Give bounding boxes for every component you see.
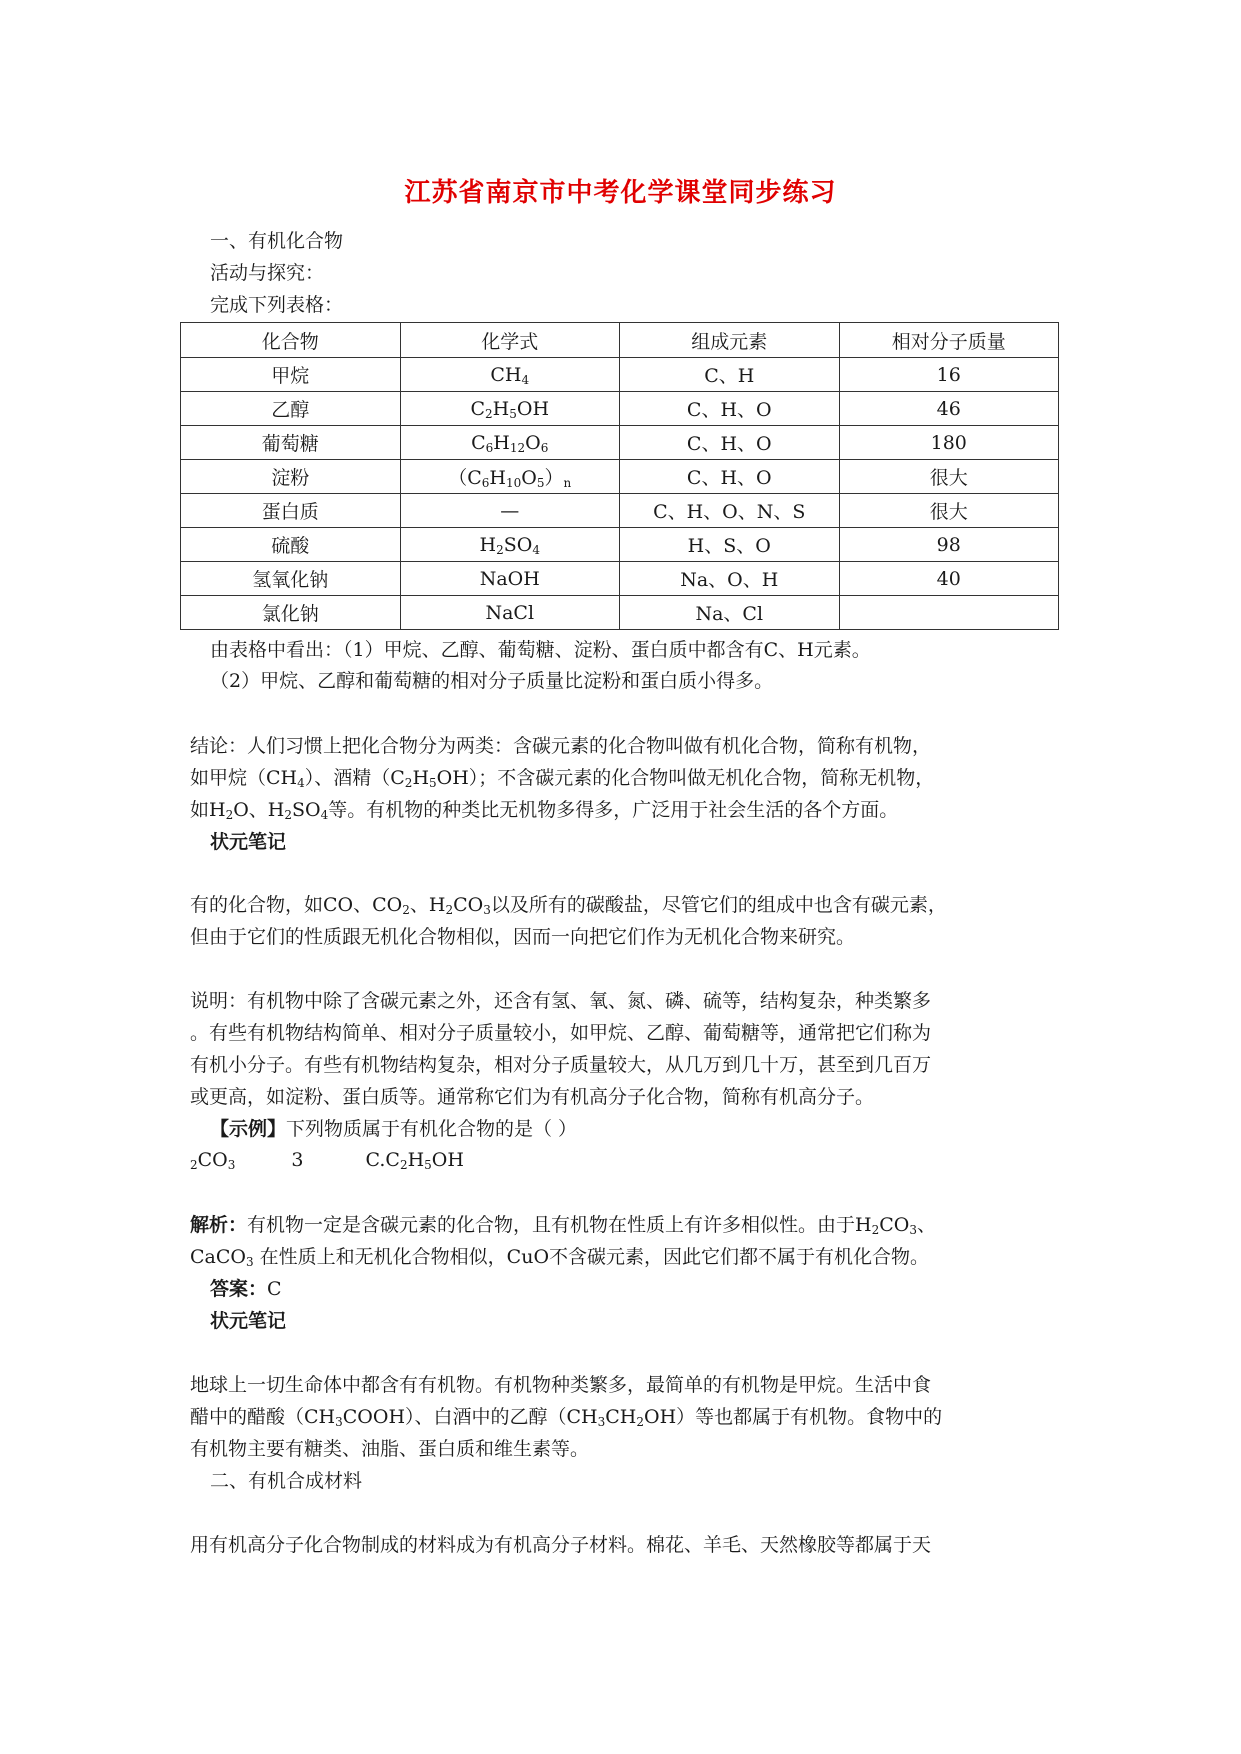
table-row bbox=[181, 392, 1059, 426]
answer-line bbox=[210, 1277, 282, 1301]
cell-mass: 98 bbox=[839, 528, 1059, 562]
cell-elements: C、H、O bbox=[620, 426, 840, 460]
table-header-row bbox=[181, 323, 1059, 358]
cell-elements: C、H、O bbox=[620, 392, 840, 426]
cell-compound: 蛋白质 bbox=[181, 494, 401, 528]
conclusion-line-3: 如$H_2O$、$H_2SO_4$等。有机物的种类比无机物多得多，广泛用于社会生活的各个方面。 bbox=[190, 799, 899, 822]
cell-mass: 16 bbox=[839, 358, 1059, 392]
section2-line-1: 用有机高分子化合物制成的材料成为有机高分子材料。棉花、羊毛、天然橡胶等都属于天 bbox=[190, 1534, 932, 1556]
cell-mass bbox=[839, 596, 1059, 630]
cell-formula: $H_2SO_4$ bbox=[400, 528, 620, 562]
option-b: 3 bbox=[291, 1149, 304, 1171]
header-compound: 化合物 bbox=[181, 323, 401, 358]
analysis-line-1 bbox=[190, 1213, 936, 1237]
header-elements: 组成元素 bbox=[620, 323, 840, 358]
option-c: $C.C_2H_5OH$ bbox=[365, 1149, 464, 1172]
table-row bbox=[181, 494, 1059, 528]
observation-line-2: （2）甲烷、乙醇和葡萄糖的相对分子质量比淀粉和蛋白质小得多。 bbox=[210, 670, 774, 692]
cell-mass: 很大 bbox=[839, 494, 1059, 528]
example-options bbox=[190, 1148, 464, 1172]
cell-compound: 乙醇 bbox=[181, 392, 401, 426]
table-row bbox=[181, 460, 1059, 494]
explanation-line-2: 。有些有机物结构简单、相对分子质量较小，如甲烷、乙醇、葡萄糖等，通常把它们称为 bbox=[190, 1022, 932, 1044]
explanation-line-1: 说明：有机物中除了含碳元素之外，还含有氢、氧、氮、磷、硫等，结构复杂，种类繁多 bbox=[190, 990, 932, 1012]
conclusion-line-2: 如甲烷$(CH_4)$、酒精$(C_2H_5OH)$；不含碳元素的化合物叫做无机化合物，简称无机物， bbox=[190, 767, 935, 790]
example-question-text: 下列物质属于有机化合物的是（ ） bbox=[286, 1118, 578, 1140]
instruction-text: 完成下列表格： bbox=[210, 294, 344, 316]
explanation-line-4: 或更高，如淀粉、蛋白质等。通常称它们为有机高分子化合物，简称有机高分子。 bbox=[190, 1086, 875, 1108]
cell-formula: $C_2H_5OH$ bbox=[400, 392, 620, 426]
cell-compound: 氢氧化钠 bbox=[181, 562, 401, 596]
cell-compound: 甲烷 bbox=[181, 358, 401, 392]
note2-line-2: 醋中的醋酸$(CH_3COOH)$、白酒中的乙醇$(CH_3CH_2OH)$等也都属于有机物。食物中的 bbox=[190, 1406, 943, 1429]
note2-line-3: 有机物主要有糖类、油脂、蛋白质和维生素等。 bbox=[190, 1438, 590, 1460]
table-row bbox=[181, 528, 1059, 562]
note2-heading: 状元笔记 bbox=[210, 1310, 287, 1332]
cell-elements: C、H、O、N、S bbox=[620, 494, 840, 528]
cell-compound: 硫酸 bbox=[181, 528, 401, 562]
note2-line-1: 地球上一切生命体中都含有有机物。有机物种类繁多，最简单的有机物是甲烷。生活中食 bbox=[190, 1374, 932, 1396]
cell-elements: C、H、O bbox=[620, 460, 840, 494]
table-row bbox=[181, 562, 1059, 596]
option-a: $_2CO_3$ bbox=[190, 1149, 236, 1172]
cell-elements: H、S、O bbox=[620, 528, 840, 562]
cell-formula: $(C_6H_{10}O_5)_n$ bbox=[400, 460, 620, 494]
analysis-text-1: 有机物一定是含碳元素的化合物，且有机物在性质上有许多相似性。由于$H_2CO_3$、 bbox=[247, 1214, 937, 1237]
cell-compound: 葡萄糖 bbox=[181, 426, 401, 460]
example-question bbox=[210, 1117, 577, 1141]
analysis-label: 解析： bbox=[190, 1214, 248, 1236]
cell-compound: 氯化钠 bbox=[181, 596, 401, 630]
section2-heading: 二、有机合成材料 bbox=[210, 1470, 363, 1492]
note1-heading: 状元笔记 bbox=[210, 831, 287, 853]
note1-line-2: 但由于它们的性质跟无机化合物相似，因而一向把它们作为无机化合物来研究。 bbox=[190, 926, 856, 948]
activity-label: 活动与探究： bbox=[210, 262, 325, 284]
table-row bbox=[181, 358, 1059, 392]
cell-mass: 46 bbox=[839, 392, 1059, 426]
cell-formula: — bbox=[400, 494, 620, 528]
example-label: 【示例】 bbox=[210, 1118, 287, 1140]
answer-value: C bbox=[267, 1278, 282, 1300]
cell-formula: NaCl bbox=[400, 596, 620, 630]
cell-mass: 很大 bbox=[839, 460, 1059, 494]
note1-line-1: 有的化合物，如CO、$CO_2$、$H_2CO_3$以及所有的碳酸盐，尽管它们的组成中也含有碳元素， bbox=[190, 894, 947, 917]
explanation-line-3: 有机小分子。有些有机物结构复杂，相对分子质量较大，从几万到几十万，甚至到几百万 bbox=[190, 1054, 932, 1076]
header-mass: 相对分子质量 bbox=[839, 323, 1059, 358]
cell-mass: 180 bbox=[839, 426, 1059, 460]
conclusion-line-1: 结论：人们习惯上把化合物分为两类：含碳元素的化合物叫做有机化合物，简称有机物， bbox=[190, 735, 932, 757]
cell-formula: $C_6H_{12}O_6$ bbox=[400, 426, 620, 460]
cell-elements: C、H bbox=[620, 358, 840, 392]
cell-formula: $CH_4$ bbox=[400, 358, 620, 392]
page-title: 江苏省南京市中考化学课堂同步练习 bbox=[404, 178, 837, 208]
cell-elements: Na、Cl bbox=[620, 596, 840, 630]
section1-heading: 一、有机化合物 bbox=[210, 230, 344, 252]
table-row bbox=[181, 596, 1059, 630]
cell-compound: 淀粉 bbox=[181, 460, 401, 494]
cell-mass: 40 bbox=[839, 562, 1059, 596]
observation-line-1: 由表格中看出：（1）甲烷、乙醇、葡萄糖、淀粉、蛋白质中都含有C、H元素。 bbox=[210, 639, 871, 661]
analysis-line-2: CaCO$_3$ 在性质上和无机化合物相似，CuO不含碳元素，因此它们都不属于有机化合物。 bbox=[190, 1246, 930, 1269]
table-body bbox=[181, 358, 1059, 630]
header-formula: 化学式 bbox=[400, 323, 620, 358]
compound-table bbox=[180, 322, 1059, 630]
cell-elements: Na、O、H bbox=[620, 562, 840, 596]
answer-label: 答案： bbox=[210, 1278, 268, 1300]
cell-formula: NaOH bbox=[400, 562, 620, 596]
table-row bbox=[181, 426, 1059, 460]
